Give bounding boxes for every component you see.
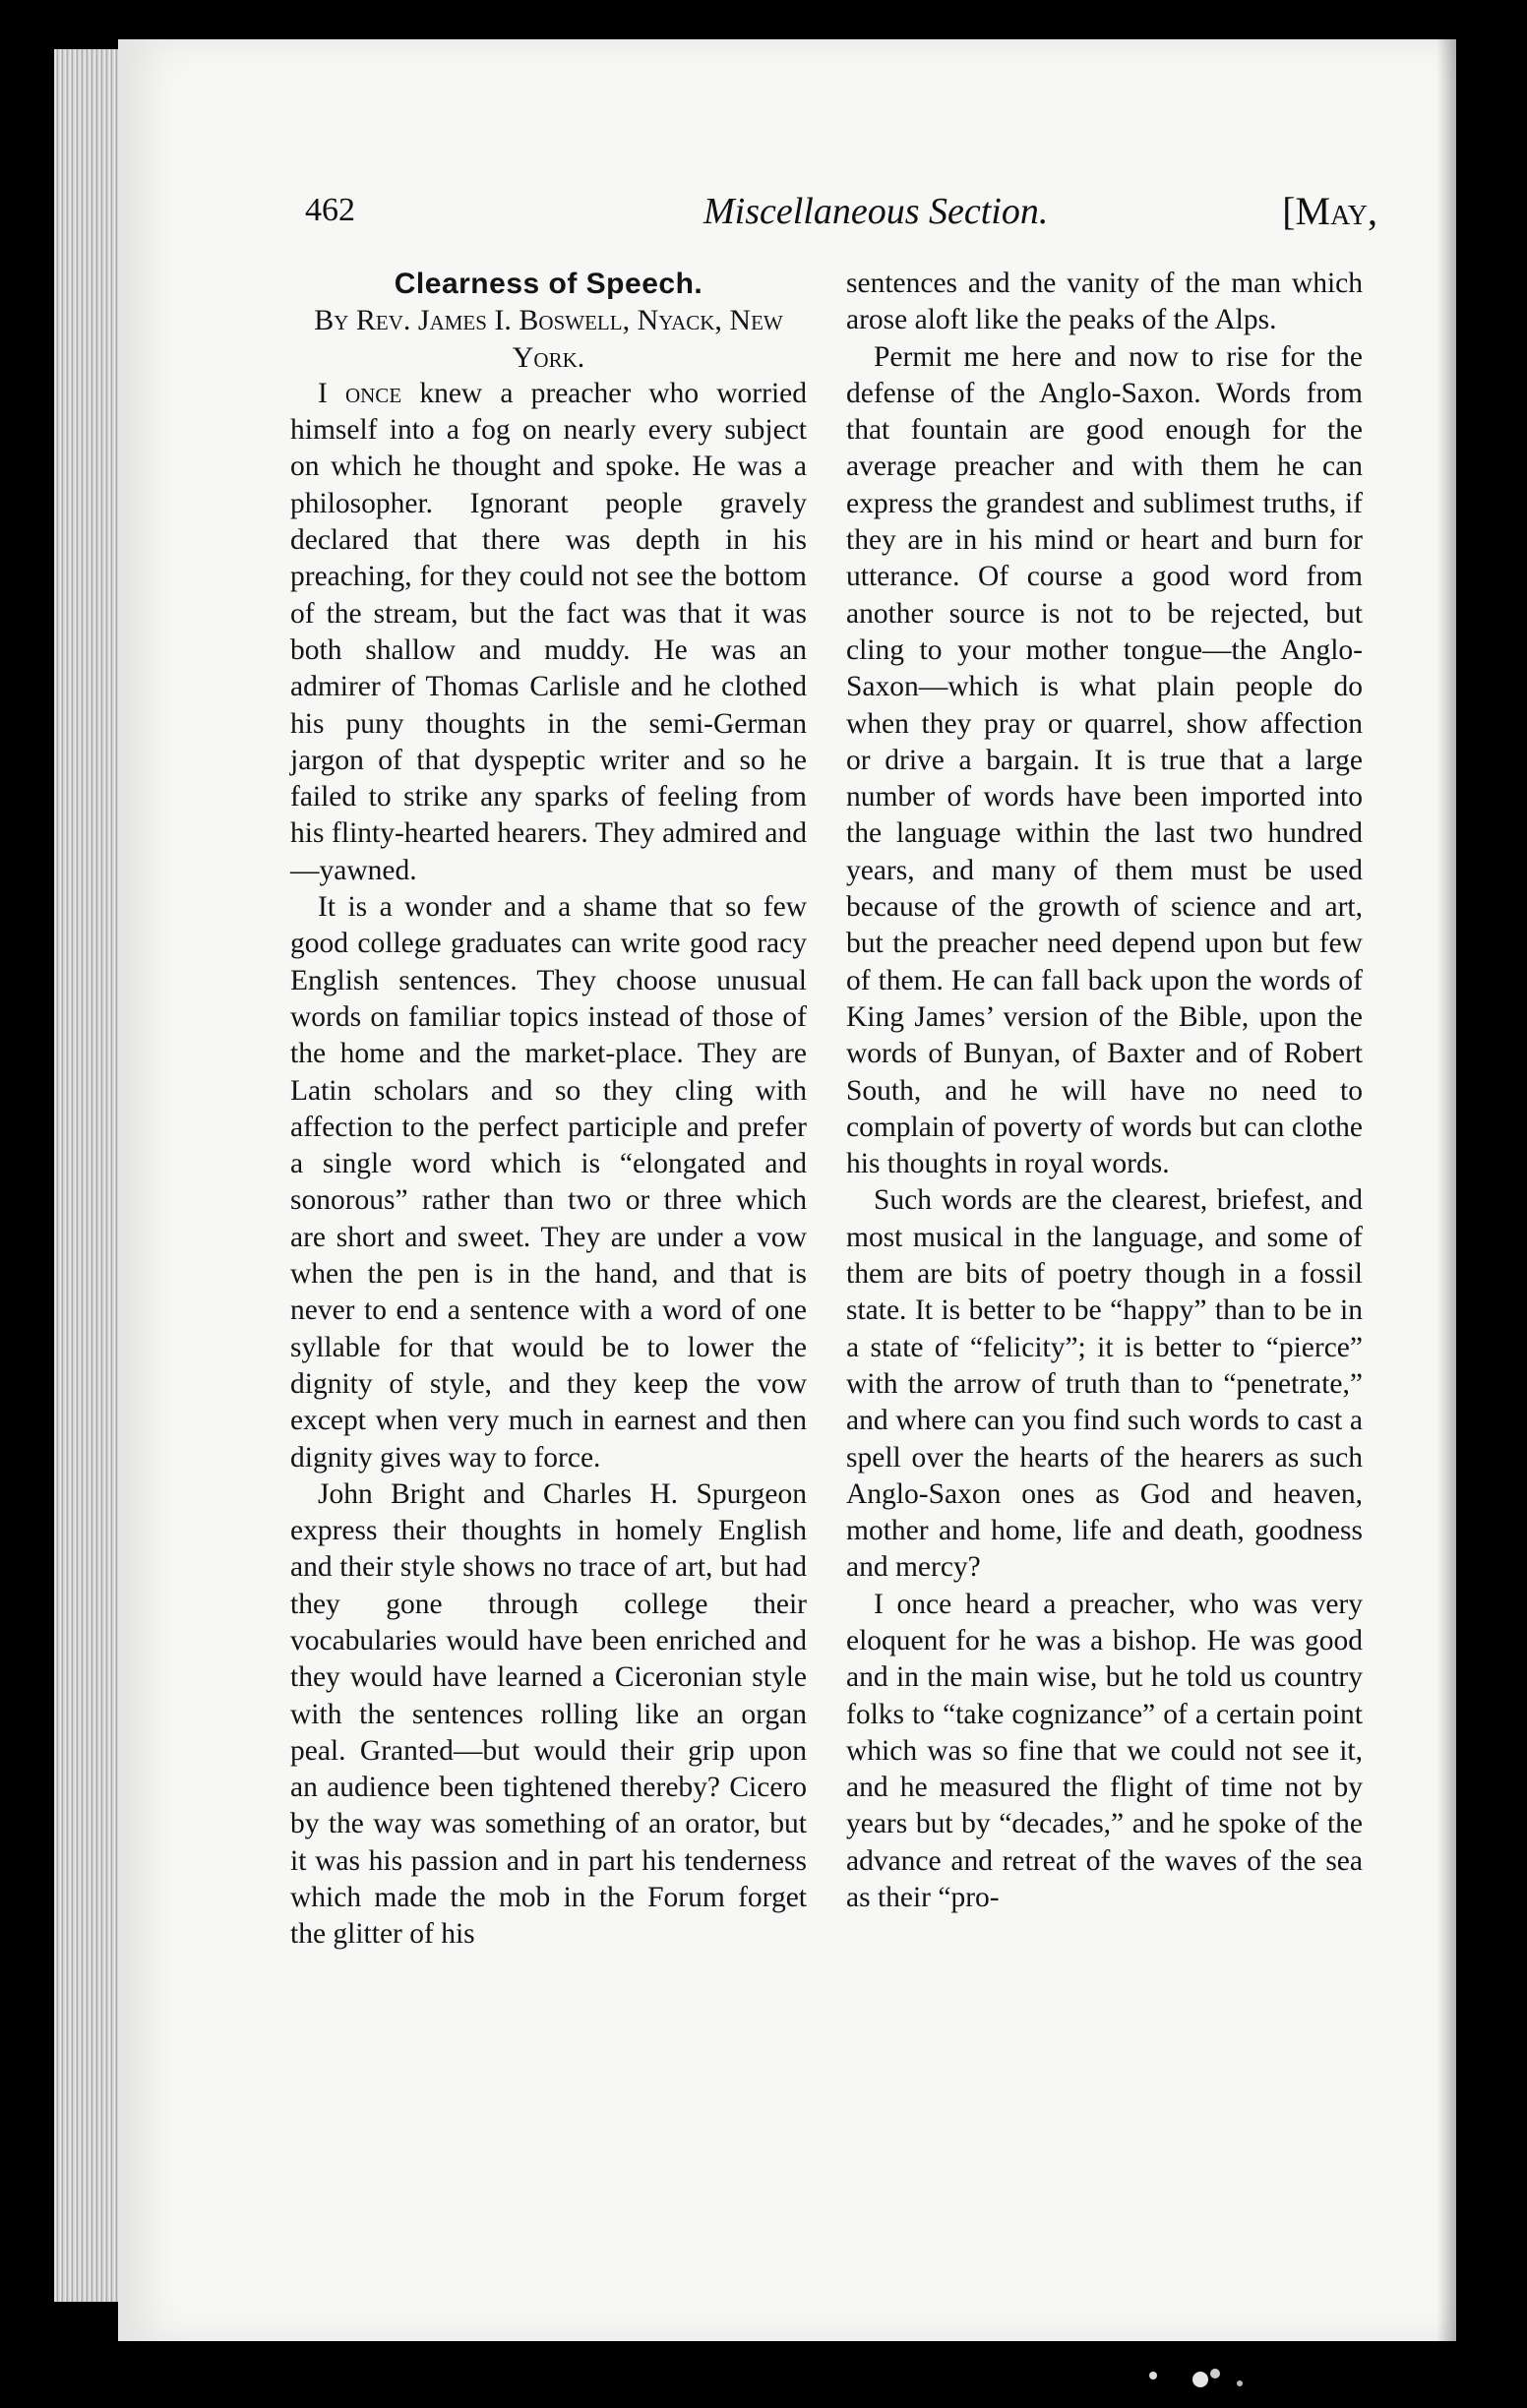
section-title: Miscellaneous Section. (703, 191, 1049, 232)
scan-specks (1141, 2356, 1259, 2395)
article-title: Clearness of Speech. (394, 268, 703, 300)
right-column (846, 266, 1363, 1916)
paragraph: Such words are the clearest, briefest, and most musical in the language, and some of them are bits of poetry though in a fossil state. It is better to be “happy” than to be in a state of “felicity”; it is better to “pierce” with the arrow of truth than to “penetrate,” and where can you find such words to cast a spell over the hearts of the hearers as such Anglo-Saxon ones as God and heaven, mother and home, life and death, goodness and mercy? (846, 1184, 1363, 1584)
paragraph (290, 376, 807, 889)
page-gutter-shadow (1436, 39, 1476, 2341)
paragraph-continued: sentences and the vanity of the man which arose aloft like the peaks of the Alps. (846, 268, 1363, 336)
paragraph: John Bright and Charles H. Spurgeon express their thoughts in homely English and their style shows no trace of art, but had they gone through college their vocabularies would have been enriched and they would have learned a Ciceronian style with the sentences rolling like an organ peal. Granted—but would their grip upon an audience been tightened thereby? Cicero by the way was something of an orator, but it was his passion and in part his tenderness which made the mob in the Forum forget the glitter of his (290, 1477, 807, 1951)
paragraph: Permit me here and now to rise for the defense of the Anglo-Saxon. Words from that fountain are good enough for the average preacher and with them he can express the grandest and sublimest truths, if they are in his mind or heart and burn for utterance. Of course a good word from another source is not to be rejected, but cling to your mother tongue—the Anglo-Saxon—which is what plain people do when they pray or quarrel, show affection or drive a bargain. It is true that a large number of words have been imported into the language within the last two hundred years, and many of them must be used because of the growth of science and art, but the preacher need depend upon but few of them. He can fall back upon the words of King James’ version of the Bible, upon the words of Bunyan, of Baxter and of Robert South, and he will have no need to complain of poverty of words but can clothe his thoughts in royal words. (846, 340, 1363, 1180)
paragraph: It is a wonder and a shame that so few good college graduates can write good racy English sentences. They choose unusual words on familiar topics instead of those of the home and the market-place. They are Latin scholars and so they cling with affection to the perfect participle and prefer a single word which is “elongated and sonorous” rather than two or three which are short and sweet. They are under a vow when the pen is in the hand, and that is never to end a sentence with a word of one syllable for that would be to lower the dignity of style, and they keep the vow except when very much in earnest and then dignity gives way to force. (290, 891, 807, 1474)
running-head (305, 182, 1387, 241)
page-number: 462 (305, 192, 355, 228)
month-label: [May, (1282, 189, 1377, 233)
left-column (290, 266, 807, 1954)
opening-words: I once (318, 377, 402, 409)
paragraph: I once heard a preacher, who was very eloquent for he was a bishop. He was good and in the main wise, but he told us country folks to “take cognizance” of a certain point which was so fine that we could not see it, and he measured the flight of time not by years but by “decades,” and he spoke of the advance and retreat of the waves of the sea as their “pro- (846, 1588, 1363, 1914)
paragraph-text: knew a preacher who worried himself into a fog on nearly every subject on which he thought and spoke. He was a philosopher. Ignorant people gravely declared that there was depth in his preaching, for they could not see the bottom of the stream, but the fact was that it was both shallow and muddy. He was an admirer of Thomas Carlisle and he clothed his puny thoughts in the semi-German jargon of that dyspeptic writer and so he failed to strike any sparks of feeling from his flinty-hearted hearers. They admired and—yawned. (290, 377, 807, 886)
article-byline: By Rev. James I. Boswell, Nyack, New York. (314, 304, 783, 374)
